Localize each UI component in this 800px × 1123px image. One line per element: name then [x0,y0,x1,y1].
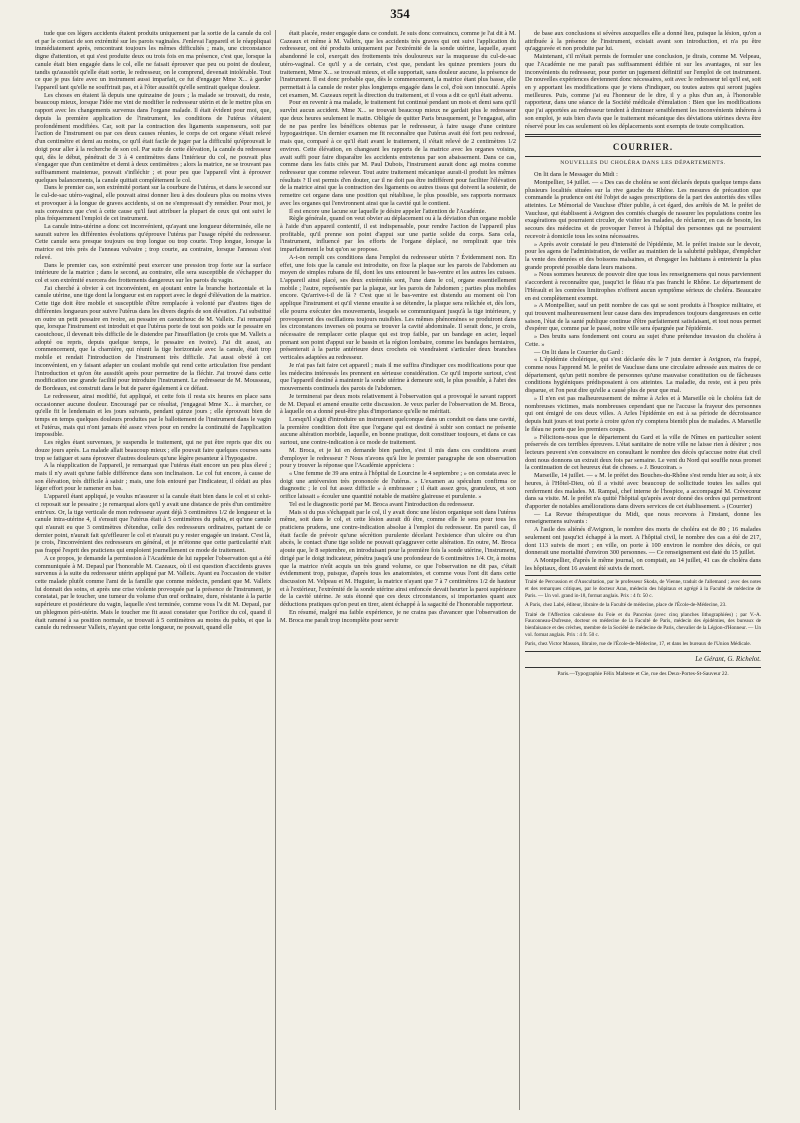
paragraph: était placée, rester engagée dans ce conduit. Je suis donc convaincu, comme je l'ai dit à M. Cazeaux et même à M. Valleix, que les accidents très graves qui ont suivi l'application du redresseur, ont été produits uniquement par l'extrémité de la sonde utérine, laquelle, ayant abandonné le col, exerçait des frottements très douloureux sur la muqueuse du cul-de-sac utéro-vaginal. Ce qu'il y a de certain, c'est que, pendant les quinze premiers jours du traitement, Mme X... se trouvait mieux, et elle supportait, sans douleur aucune, la présence de l'instrument. Il est donc probable que, dès le commencement, la matrice étant plus basse, elle permettait à la canule de rester plus longtemps engagée dans le col, d'où son innocuité. Après cet examen, M. Cazeaux reprit la direction du traitement, et il vous a dit ce qu'il était advenu. [280,30,516,99]
courrier-subheading: NOUVELLES DU CHOLÉRA DANS LES DÉPARTEMENTS. [560,160,726,167]
section-divider [525,651,761,652]
paragraph: Maintenant, s'il m'était permis de formuler une conclusion, je dirais, comme M. Velpeau, que l'Académie ne me paraît pas suffisamment édifiée ni sur les avantages, ni sur les inconvénients du redresseur, pour porter un jugement définitif sur l'emploi de cet instrument. De nouvelles expériences deviennent donc nécessaires, soit avec le redresseur tel qu'il est, soit en y apportant les modifications que je viens d'indiquer, ou toutes autres qui seront jugées meilleures. Puis, comme j'ai eu l'honneur de le dire, il y a plus d'un an, à l'honorable rapporteur, dans une séance de la Société médicale d'émulation : Bien que les modifications que j'ai apportées au redresseur tendent à diminuer sensiblement les inconvénients inhérens à son emploi, je suis bien d'avis que le traitement mécanique des déviations utérines devra être réservé pour les cas seulement où les déplacements sont exempts de toute complication. [525,53,761,130]
paragraph: L'appareil étant appliqué, je voulus m'assurer si la canule était bien dans le col et si celui-ci reposait sur le pessaire ; je remarquai alors qu'il y avait une distance de près d'un centimètre entr'eux. Or, la tige verticale de mon redresseur ayant déjà 3 centimètres 1/2 de longueur et la canule intra-utérine 4, il s'ensuit que l'utérus était à 5 centimètres du pubis, et qu'une canule qui n'aurait eu que 3 centimètres d'étendue, celle des redresseurs ordinaires, partant de ce dernier point, n'aurait fait qu'effleurer le col et n'aurait pu y rester engagée un instant. C'est là, je crois, l'inconvénient des redresseurs en général, et je m'étonne que cette particularité n'ait pas frappé l'esprit des praticiens qui emploient journellement ce mode de traitement. [35,493,271,555]
paragraph: tude que ces légers accidents étaient produits uniquement par la sortie de la canule du col et par le contact de son extrémité sur les parois vaginales. J'enlevai l'appareil et le réappliquai immédiatement après, rencontrant toujours les mêmes difficultés ; mais, une circonstance digne d'attention, et qui s'est produite deux ou trois fois en ma présence, c'est que, lorsque la canule était bien engagée dans le col, elle ne faisait éprouver que peu ou point de douleur, tandis qu'aussitôt qu'elle était sortie, le redresseur, on le comprend, devenait intolérable. Tout ce que je pus faire avec un instrument aussi imparfait, ce fut d'engager Mme X... à garder l'appareil tant qu'elle ne souffrirait pas, et à l'ôter aussitôt qu'elle sentirait quelque douleur. [35,30,271,92]
manager-signature: Le Gérant, G. Richelot. [695,654,761,663]
paragraph: Je n'ai pas fait faire cet appareil ; mais il me suffira d'indiquer ces modifications pour que les médecins intéressés les prennent en sérieuse considération. Ce qu'il importe surtout, c'est que l'appareil destiné à maintenir la sonde utérine à demeure soit, le plus possible, à l'abri des mouvements continuels des parois de l'abdomen. [280,361,516,393]
paragraph: Règle générale, quand on veut obvier au déplacement ou à la déviation d'un organe mobile à l'aide d'un appareil contentif, il est indispensable, pour rendre l'action de l'appareil plus profitable, qu'il prenne son point d'appui sur une partie solide du corps. Sans cela, l'instrument, influencé par les efforts de l'organe déplacé, ne remplirait que très imparfaitement le but qu'on se propose. [280,215,516,254]
paragraph: Le redresseur, ainsi modifié, fut appliqué, et cette fois il resta six heures en place sans occasionner aucune douleur. Encouragé par ce résultat, j'engageai Mme X... à marcher, ce qu'elle fit le lendemain et les jours suivants, pendant quinze jours ; elle éprouvait bien de temps en temps quelques douleurs produites par le ballottement de l'instrument dans le vagin et l'utérus, mais qui n'ont jamais été assez vives pour en rendre la continuité de l'application impossible. [35,392,271,439]
paragraph: — La Revue thérapeutique du Midi, que nous recevons à l'instant, donne les renseignemens suivants : [525,510,761,526]
courrier-heading: COURRIER. [612,142,674,153]
advertisement: Paris, chez Victor Masson, libraire, rue de l'École-de-Médecine, 17, et dans les bureaux de l'Union Médicale. [525,641,752,648]
section-divider [525,156,761,157]
section-divider [525,134,761,137]
column-rule [519,30,520,1110]
paragraph: A ce propos, je demande la permission à l'Académie de lui rappeler l'observation qui a été communiquée à M. Depaul par l'honorable M. Cazeaux, où il est question d'accidents graves survenus à la suite du redresseur utérin appliqué par M. Valleix. Ayant eu l'occasion de visiter cette malade plutôt comme l'ami de la famille que comme médecin, pendant que M. Valleix lui donnait des soins, et après une crise violente provoquée par la présence de l'instrument, je constatai, par le toucher, une tumeur du volume d'un œuf ordinaire, dure, résistante à la partie supérieure et postérieure du vagin, laquelle s'est terminée, comme vous l'a dit M. Depaul, par un phlegmon péri-utérin. Mais le toucher me fit aussi constater que l'orifice du col, quand il était ramené à sa position normale, se trouvait à 5 centimètres au moins du pubis, et que la canule du redresseur Valleix, n'ayant que cette longueur, ne pouvait, quand elle [35,554,271,632]
paragraph: J'ai cherché à obvier à cet inconvénient, en ajoutant entre la branche horizontale et la canule utérine, une tige dont la longueur est en rapport avec le degré d'élévation de la matrice. Cette tige doit être mobile et susceptible d'être remplacée à volonté par d'autres tiges de différentes longueurs pour suivre l'utérus dans les divers degrés de son élévation. J'ai substitué en outre un petit pessaire en ivoire, au pessaire en caoutchouc de M. Valleix. J'ai remarqué que, lorsque l'instrument est introduit et que l'utérus porte de tout son poids sur le pessaire en caoutchouc, il devenait très difficile de le distendre par l'insufflation (je crois que M. Valleix a adopté ou repris, depuis quelque temps, le pessaire en ivoire). J'ai dit aussi, au commencement, que la charnière, qui réunit la tige horizontale avec la canule, était trop mobile et rendait l'introduction de l'instrument très difficile. J'ai aussi obvié à cet inconvénient, en y faisant adapter un coulant mobile qui rend cette articulation fixe pendant l'introduction et qu'on ôte aussitôt après pour permettre de la fléchir. J'ai trouvé dans cette modification une grande facilité pour introduire l'instrument. Le redresseur de M. Mousseau, de Bordeaux, est construit dans le but de parer également à ce défaut. [35,284,271,393]
paragraph: A l'asile des aliénés d'Avignon, le nombre des morts de choléra est de 80 ; 16 malades seulement ont jusqu'ici échappé à la mort. A l'hôpital civil, le nombre des cas a été de 217, dont 113 suivis de mort ; en ville, on porte à 100 environ le nombre des décès, ce qui donnerait une mortalité d'environ 300 personnes. — Ce renseignement est daté du 15 juillet. [525,526,761,557]
paragraph: Dans le premier cas, son extrémité portant sur la courbure de l'utérus, et dans le second sur le cul-de-sac utéro-vaginal, elle pouvait ainsi donner lieu à des douleurs plus ou moins vives et provoquer à la longue de graves accidents, si on ne s'empressait d'y remédier. Pour moi, je suis convaincu que c'est à cette cause qu'il faut attribuer la plupart de ceux qui ont suivi le plus fréquemment l'emploi de cet instrument. [35,184,271,223]
page-number: 354 [390,6,410,21]
paragraph: » Félicitons-nous que le département du Gard et la ville de Nîmes en particulier soient préservés de ces terribles épreuves. L'état sanitaire de notre ville ne laisse rien à désirer ; nos lecteurs peuvent s'en convaincre en consultant le nombre des décès qu'accuse notre état civil dont nous donnons un extrait deux fois par semaine. Le vent du Nord qui souffle nous promet la continuation de cet heureux état de choses. » J. Boucoiran. » [525,433,761,472]
paragraph: En résumé, malgré ma faible expérience, je ne crains pas d'avancer que l'observation de M. Broca me paraît trop incomplète pour servir [280,608,516,624]
paragraph: » A Montpellier, sauf un petit nombre de cas qui se sont produits à l'hospice militaire, et qui trouvent malheureusement leur cause dans des imprudences toujours dangereuses en cette saison, l'état de la santé publique continue d'être parfaitement satisfaisant, et tout nous permet d'espérer que, comme par le passé, notre ville sera épargnée par l'épidémie. [525,302,761,333]
paragraph: Il est encore une lacune sur laquelle je désire appeler l'attention de l'Académie. [289,207,487,215]
paragraph: Pour en revenir à ma malade, le traitement fut continué pendant un mois et demi sans qu'il survînt aucun accident. Mme X... se trouvait beaucoup mieux ne gardait plus le redresseur que deux heures seulement le matin. Obligée de quitter Paris brusquement, je l'engageai, afin de ne pas perdre les bénéfices obtenus par le redresseur, à faire usage d'une ceinture hypogastrique. Un dernier examen me fit reconnaître que l'utérus avait été fort peu redressé, mais que, comparé à ce qu'il était avant le traitement, il s'était relevé de 2 centimètres 1/2 environ. Cette élévation, en changeant les rapports de la matrice avec les organes voisins, avait suffi pour faire disparaître les accidents entretenus par son abaissement. Dans ce cas, comme dans les faits cités par M. Paul Dubois, l'instrument aurait donc agi moins comme redresseur que comme releveur. Tout autre traitement mécanique aurait-il produit les mêmes résultats ? Il est permis d'en douter, car il ne doit pas être indifférent pour faciliter l'élévation de la matrice ainsi que la contraction des ligaments ou autres tissus qui doivent la soutenir, de remettre cet organe dans une position qui rétablisse, le plus possible, ses rapports normaux avec les organes qui l'environnent ainsi que la cavité qui le contient. [280,99,516,207]
paragraph: — On lit dans le Courrier du Gard : [534,348,624,356]
column-2 [280,30,516,1108]
section-divider [525,667,761,668]
paragraph: Mais si du pus s'échappait par le col, il y avait donc une lésion organique soit dans l'utérus même, soit dans le col, et cette lésion aurait dû être, comme elle le sera pour tous les praticiens prudens, une contre-indication absolue à l'emploi du redresseur. En pareil cas, il était facile de prévoir qu'une sécrétion purulente décelant l'existence d'un ulcère ou d'un abcès, le contact d'une tige solide ne pouvait qu'aggraver cette altération. En outre, M. Broca ajoute que, le 8 septembre, en introduisant pour la première fois la sonde utérine, l'instrument, dirigé par le doigt indicateur, pénétra jusqu'à une profondeur de 6 centimètres 1/4. Or, à moins que la matrice n'eût acquis un très grand volume, ce que l'observation ne dit pas, c'était évidemment trop, puisque, d'après tous les anatomistes, et comme vous l'ont dit dans cette discussion M. Velpeau et M. Huguier, la matrice n'ayant que 7 à 7 centimètres 1/2 de hauteur et à l'extérieur, l'extrémité de la sonde utérine ainsi enfoncée devait heurter la paroi supérieure de la cavité utérine. Je suis étonné que ces deux circonstances, si importantes quant aux déductions pratiques qu'on peut en tirer, aient échappé à la sagacité de l'honorable rapporteur. [280,508,516,609]
paragraph: M. Broca, et je lui en demande bien pardon, s'est il mis dans ces conditions avant d'employer le redresseur ? Nous n'avons qu'à lire le premier paragraphe de son observation pour y trouver la réponse que l'Académie appréciera : [280,446,516,470]
paragraph: de base aux conclusions si sévères auxquelles elle a donné lieu, puisque la lésion, qu'on a attribuée à la présence de l'instrument, existait avant son introduction, et n'a pu être qu'aggravée et non produite par lui. [525,30,761,53]
advertisement: A Paris, chez Labé, éditeur, libraire de la Faculté de médecine, place de l'École-de-Médecine, 23. [525,602,727,609]
paragraph: » Des bruits sans fondement ont couru au sujet d'une prétendue invasion du choléra à Cette. » [525,333,761,348]
column-rule [275,30,276,1110]
book-advertisements [525,579,761,647]
paragraph: A la réapplication de l'appareil, je remarquai que l'utérus était encore un peu plus élevé ; mais il n'y avait qu'une faible différence dans son inclinaison. Le col fut encore, à cause de son élévation, très difficile à saisir ; mais, une fois entouré par l'indicateur, il cédait au plus léger effort pour le ramener en bas. [35,462,271,493]
paragraph: « L'épidémie cholérique, qui s'est déclarée dès le 7 juin dernier à Avignon, n'a frappé, comme nous l'apprend M. le préfet de Vaucluse dans une circulaire adressée aux maires de ce département, qu'un petit nombre de personnes qu'une mauvaise constitution ou de fâcheuses conditions hygiéniques prédisposaient à ces atteintes. La maladie, du reste, est à peu près disparue, et l'on peut dire qu'elle a causé plus de peur que mal. [525,356,761,395]
paragraph: » Nous sommes heureux de pouvoir dire que tous les renseignemens qui nous parviennent s'accordent à reconnaître que, jusqu'ici le fléau n'a pas franchi le Rhône. Le département de l'Hérault et les contrées limitrophes n'offrent aucun symptôme sérieux de choléra. Beaucaire en est complètement exempt. [525,271,761,302]
advertisement: Traité de Percussion et d'Auscultation, par le professeur Skoda, de Vienne, traduit de l'allemand ; avec des notes et des remarques critiques, par le docteur Aran, médecin des hôpitaux et agrégé à la Faculté de médecine de Paris. — Un vol. grand in-18, format anglais. Prix : 4 fr. 50 c. [525,579,761,599]
paragraph: Marseille, 14 juillet. — « M. le préfet des Bouches-du-Rhône s'est rendu hier au soir, à six heures, à l'Hôtel-Dieu, où il a visité avec beaucoup de sollicitude toutes les salles qui renferment des malades. M. Rampal, chef interne de l'hospice, a accompagné M. Crèvecœur dans sa visite. M. le préfet n'a quitté l'hôpital qu'après avoir donné des ordres qui permettront d'apporter de notables améliorations dans divers services de cet établissement. » (Courrier) [525,472,761,510]
paragraph: Je terminerai par deux mots relativement à l'observation qui a provoqué le savant rapport de M. Depaul et amené ensuite cette discussion. Je veux parler de l'observation de M. Broca, à laquelle on a donné peut-être plus d'importance qu'elle ne méritait. [280,392,516,416]
section-divider [525,575,761,576]
paragraph: » Après avoir constaté le peu d'intensité de l'épidémie, M. le préfet insiste sur le devoir, pour les agens de l'administration, de veiller au maintien de la salubrité publique, d'empêcher la vente des denrées et des boissons malsaines, et d'engager les habitans à entretenir la plus grande propreté possible dans leurs maisons. [525,240,761,271]
paragraph: » Il n'en est pas malheureusement de même à Arles et à Marseille où le choléra fait de nombreuses victimes, mais nombreuses cependant que ne l'accuse la frayeur des personnes qui ont émigré de ces deux villes. A Arles l'épidémie en est à sa période de décroissance depuis huit jours et tout porte à croire qu'on n'y comptera bientôt plus de malades. A Marseille le fléau ne porte que les premiers coups. [525,394,761,433]
paragraph: Montpellier, 14 juillet. — « Des cas de choléra se sont déclarés depuis quelque temps dans plusieurs localités situées sur la rive gauche du Rhône. Les mesures de précaution que commande la prudence ont été l'objet de sages prescriptions de la part des autorités des villes atteintes. Le Mémorial de Vaucluse d'hier publie, à cet égard, des arrêtés de M. le préfet de Vaucluse, qui établissent à Avignon des comités chargés de rassurer les populations contre les exagérations qui pourraient circuler, de visiter les malades, de réclamer, en cas de besoin, les secours des médecins et de provoquer l'envoi à l'hôpital des personnes qui ne pourraient recevoir à domicile tous les soins nécessaires. [525,178,761,240]
paragraph: « Une femme de 39 ans entra à l'hôpital de Lourcine le 4 septembre ; » on constata avec le doigt une antéversion très prononcée de l'utérus. » L'examen au spéculum confirma ce diagnostic ; le col fut assez difficile » à embrasser ; il était assez gros, granuleux, et son orifice laissait » écouler une quantité notable de matière glaireuse et purulente. » [280,469,516,501]
paragraph: On lit dans le Messager du Midi : [534,171,618,179]
paragraph: Tel est le diagnostic porté par M. Broca avant l'introduction du redresseur. [289,500,475,508]
paragraph: Les règles étant survenues, je suspendis le traitement, qui ne put être repris que dix ou douze jours après. La malade allait beaucoup mieux ; elle pouvait faire quelques courses sans trop se fatiguer et sans éprouver d'autres douleurs qu'une légère pesanteur à l'hypogastre. [35,439,271,462]
paragraph: A-t-on rempli ces conditions dans l'emploi du redresseur utérin ? Évidemment non. En effet, une fois que la canule est introduite, on fixe la plaque sur les parois de l'abdomen au moyen de simples rubans de fil, dont les uns entourent le bas-ventre et les autres les cuisses. L'appareil ainsi placé, ses deux extrémités sont, l'une dans le col, organe essentiellement mobile ; l'autre, représentée par la plaque, sur les parois de l'abdomen ; parties plus mobiles encore. Qu'arrive-t-il de là ? C'est que si le bas-ventre est distendu au moment où l'on applique l'instrument et qu'il vienne ensuite à se détendre, la plaque sera relâchée et, dès lors, elle pourra exécuter des mouvements, lesquels se communiquant jusqu'à la tige intérieure, y provoqueront des oscillations toujours nuisibles. Les mêmes phénomènes se produiront dans les circonstances inverses où pourra se trouver la cavité abdominale. Il serait donc, je crois, nécessaire de remplacer cette plaque qui est trop faible, par un bandage en acier, lequel prenant son point d'appui sur le bassin et la région lombaire, comme les bandages herniaires, présenterait à la partie antérieure deux crochets où viendraient s'articuler deux branches verticales adaptées au redresseur. [280,253,516,362]
advertisement: Traité de l'Affection calculeuse du Foie et du Pancréas (avec cinq planches lithographiées) ; par V.-A. Fauconneau-Dufresne, docteur en médecine de la Faculté de Paris, médecin des épidémies, des bureaux de bienfaisance et des crèches, membre de la Société de médecine de Paris, chevalier de la Légion-d'Honneur. — Un vol. format anglais. Prix : 4 fr. 50 c. [525,611,761,638]
printer-imprint: Paris.—Typographie Félix Malteste et Cie, rue des Deux-Portes-St-Sauveur 22. [557,670,729,677]
column-3 [525,30,761,1108]
paragraph: Lorsqu'il s'agit d'introduire un instrument quelconque dans un conduit ou dans une cavité, la première condition doit être que l'organe qui est destiné à subir son contact ne présente aucune altération morbide, laquelle, en bonne pratique, doit constituer toujours, et dans ce cas surtout, une contre-indication à ce mode de traitement. [280,415,516,447]
paragraph: Dans le premier cas, son extrémité peut exercer une pression trop forte sur la surface intérieure de la matrice ; dans le second, au contraire, elle sera susceptible de s'échapper du col et son extrémité exercera des frottements dangereux sur les parois du vagin. [35,261,271,284]
paragraph: La canule intra-utérine a donc cet inconvénient, qu'ayant une longueur déterminée, elle ne saurait suivre les différentes évolutions qu'éprouve l'utérus par l'usage répété du redresseur. Cette canule sera presque toujours ou trop longue ou trop courte. Trop longue, lorsque la matrice est très près de l'anneau vulvaire ; trop courte, au contraire, lorsque l'anneau s'est relevé. [35,222,271,261]
paragraph: A Montpellier, d'après le même journal, on comptait, au 14 juillet, 41 cas de choléra dans les hôpitaux, dont 16 avaient été suivis de mort. [525,557,761,572]
paragraph: Les choses en étaient là depuis une quinzaine de jours ; la malade se trouvait, du reste, beaucoup mieux, lorsque l'idée me vint de modifier le redresseur utérin et de le mettre plus en rapport avec les changements survenus dans l'organe malade. Il était évident pour moi, que, depuis la première application de l'instrument, les conditions de l'utérus s'étaient profondément modifiées. Car, soit par la contraction des ligaments suspenseurs, soit par l'action de l'instrument ou par ces deux causes réunies, le corps de cet organe s'était relevé d'un centimètre et demi au moins, ce qu'il était facile de juger par la difficulté qu'éprouvait le doigt pour aller à la recherche de son col. Par suite de cette élévation, la canule du redresseur qui, dès le début, pénétrait de 3 à 4 centimètres dans l'intérieur du col, ne pouvait plus s'engager que d'un centimètre et demi à deux centimètres ; alors la matrice, ne se trouvant pas suffisamment maintenue, pouvait s'infléchir ; et pour peu que l'appareil vînt à éprouver quelques balancements, la canule quittait complètement le col. [35,91,271,184]
column-1 [35,30,271,1108]
